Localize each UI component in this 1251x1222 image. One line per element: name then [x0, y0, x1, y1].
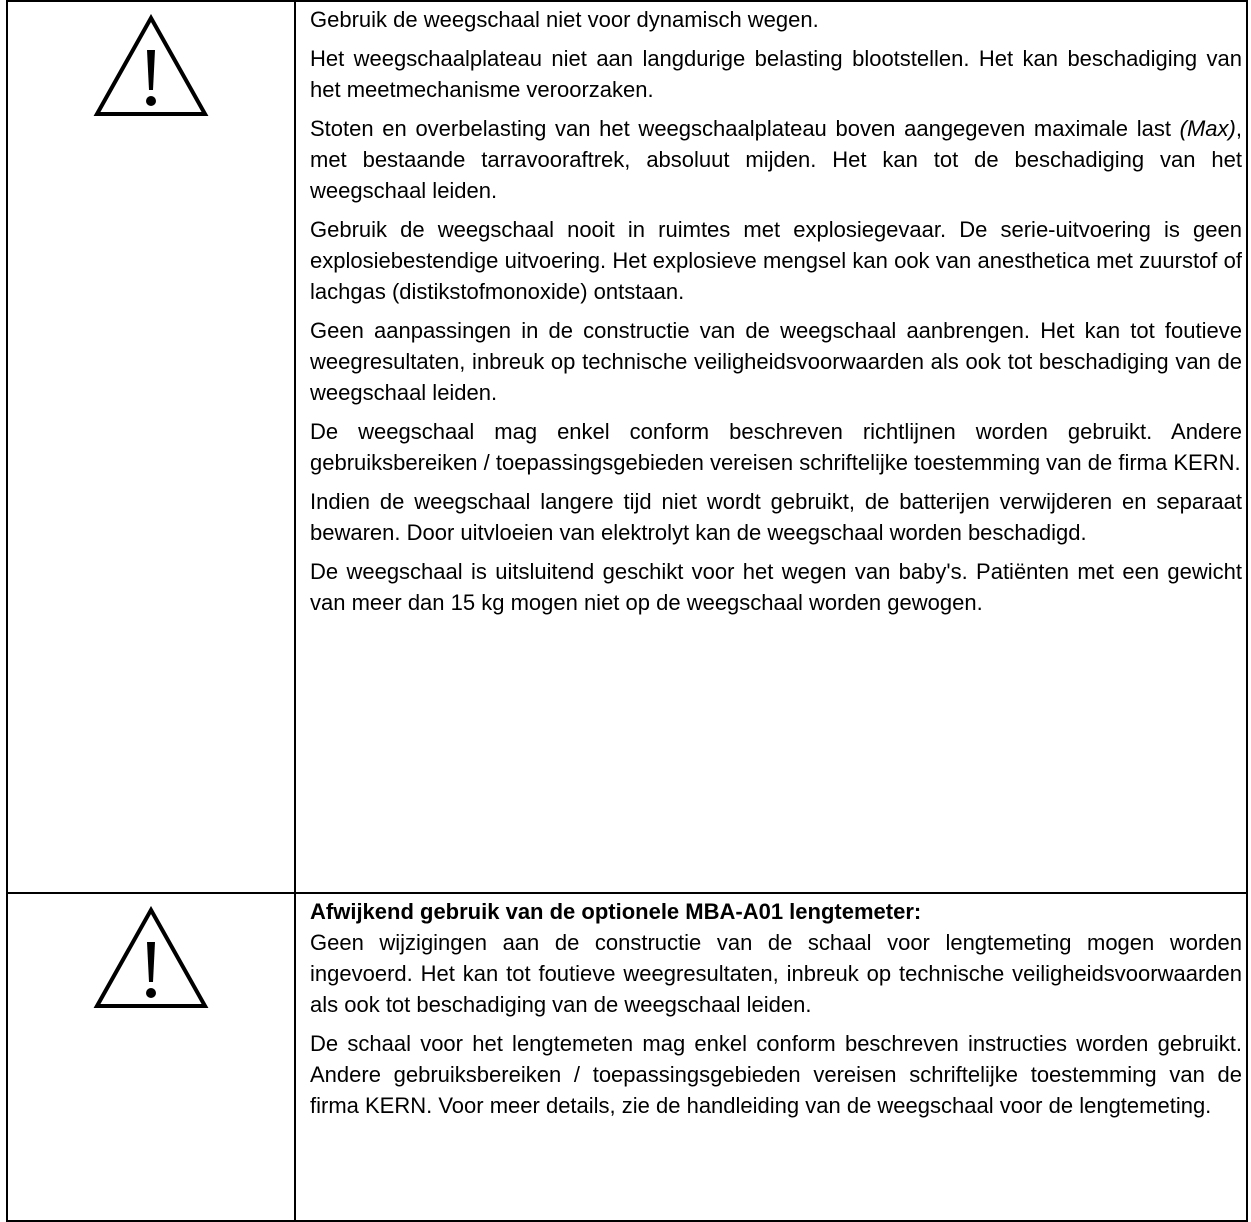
paragraph: De weegschaal is uitsluitend geschikt voor het wegen van baby's. Patiënten met een gewicht van meer dan 15 kg mogen niet op de weegschaal worden gewogen.: [310, 559, 1242, 615]
warning-row-length-meter: [7, 893, 1247, 1221]
paragraph: De schaal voor het lengtemeten mag enkel conform beschreven instructies worden gebruikt. Andere gebruiksbereiken / toepassingsgebieden vereisen schriftelijke toestemming van de firma KERN. Voor meer details, zie de handleiding van de weegschaal voor de lengtemeting.: [310, 1031, 1242, 1118]
paragraph: Het weegschaalplateau niet aan langdurige belasting blootstellen. Het kan beschadiging van het meetmechanisme veroorzaken.: [310, 46, 1242, 102]
paragraph: Gebruik de weegschaal niet voor dynamisch wegen.: [310, 7, 819, 32]
warning-text-cell: [295, 893, 1247, 1221]
paragraph: De weegschaal mag enkel conform beschreven richtlijnen worden gebruikt. Andere gebruiksbereiken / toepassingsgebieden vereisen schriftelijke toestemming van de firma KERN.: [310, 419, 1242, 475]
icon-cell: [7, 1, 295, 893]
warnings-table: [6, 0, 1248, 1222]
text-fragment: , met bestaande tarravooraftrek, absoluut mijden. Het kan tot de beschadiging van het weegschaal leiden.: [310, 116, 1242, 203]
italic-fragment: (Max): [1179, 116, 1236, 141]
warning-triangle-icon: [93, 14, 209, 118]
paragraph: Geen wijzigingen aan de constructie van de schaal voor lengtemeting mogen worden ingevoerd. Het kan tot foutieve weegresultaten, inbreuk op technische veiligheidsvoorwaarden als ook tot beschadiging van de weegschaal leiden.: [310, 930, 1242, 1017]
paragraph: [310, 113, 1242, 206]
warning-row-scale: [7, 1, 1247, 893]
paragraph: Indien de weegschaal langere tijd niet wordt gebruikt, de batterijen verwijderen en separaat bewaren. Door uitvloeien van elektrolyt kan de weegschaal worden beschadigd.: [310, 489, 1242, 545]
icon-cell: [7, 893, 295, 1221]
text-fragment: Stoten en overbelasting van het weegschaalplateau boven aangegeven maximale last: [310, 116, 1180, 141]
paragraph: Geen aanpassingen in de constructie van de weegschaal aanbrengen. Het kan tot foutieve weegresultaten, inbreuk op technische veiligheidsvoorwaarden als ook tot beschadiging van de weegschaal leiden.: [310, 318, 1242, 405]
warning-text-cell: [295, 1, 1247, 893]
warning-triangle-icon: [93, 906, 209, 1010]
paragraph: Gebruik de weegschaal nooit in ruimtes met explosiegevaar. De serie-uitvoering is geen explosiebestendige uitvoering. Het explosieve mengsel kan ook van anesthetica met zuurstof of lachgas (distikstofmonoxide) ontstaan.: [310, 217, 1242, 304]
section-heading: Afwijkend gebruik van de optionele MBA-A01 lengtemeter:: [310, 899, 922, 924]
